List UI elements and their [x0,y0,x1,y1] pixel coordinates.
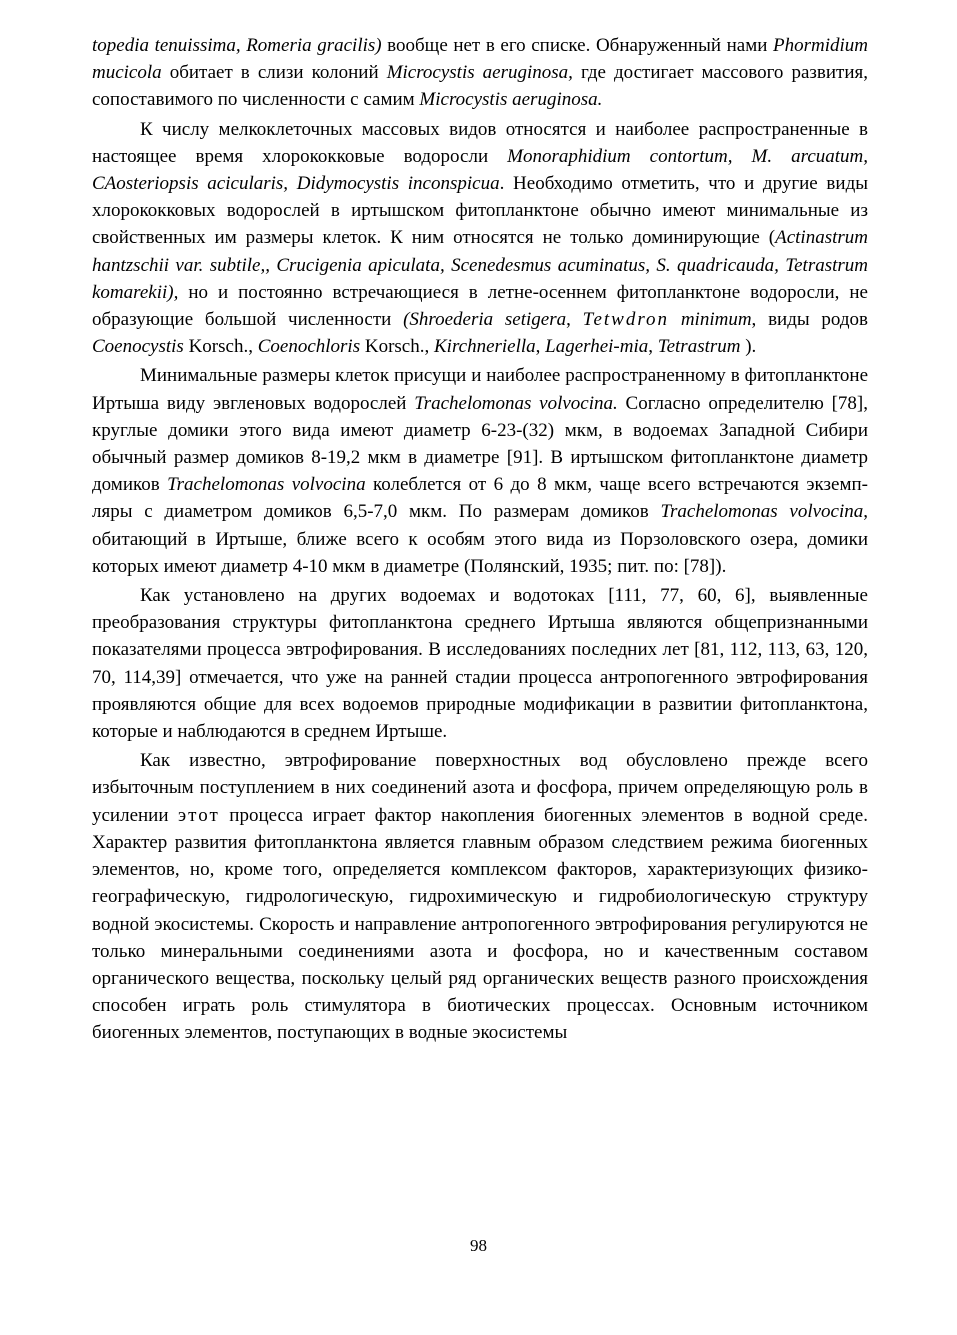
text-span: , обитающий в Иртыше, ближе всего к особям этого вида из Порзоловского озера, домики которых имеют диаметр 4-10 мкм в диаметре (Полянский, 1935; пит. по: [78]). [92,501,869,577]
paragraph-2 [92,116,868,361]
paragraph-3 [92,362,868,580]
text-span: ). [740,336,757,358]
text-span: вообще нет в его списке. Обнаруженный нами [381,35,773,56]
text-span: К числу мелкоклеточных массовых видов относятся и наиболее распространенные в настоящее время хлорококковые водоросли [92,118,868,167]
italic-text-span: Coenochloris [257,336,361,358]
text-span: обитает в слизи колоний [161,62,387,84]
text-span: Как известно, эвтрофирование поверхностных вод обусловлено прежде всего избыточным поступлением в них соединений азота и фосфора, причем определяющую роль в усилении [92,750,868,826]
italic-text-span: Microcystis aeruginosa, [386,62,573,84]
italic-text-span: Kirchneriella [434,336,536,358]
italic-text-span: Lagerhei-mia [545,336,649,358]
text-span: Korsch., [360,336,434,358]
italic-text-span: Microcystis aeruginosa. [419,89,603,111]
text-span: . Необходимо отметить, что и другие виды хлорококковых водорослей в иртышском фитопланктоне обычно имеют минимальные из свойственных им размеры клеток. К ним относятся не только доминирующие ( [92,173,868,249]
text-span: , [566,309,583,331]
text-span: Korsch., [183,336,258,358]
paragraph-1 [92,32,868,114]
text-span: колеблется от 6 до 8 мкм, чаще всего встречаются экземп-ляры с диаметром домиков 6,5-7,0 мкм. По размерам домиков [92,474,868,523]
italic-text-span: minimum [680,309,752,331]
italic-text-span: Tetwdron [582,309,670,331]
text-span: , [648,336,658,358]
italic-text-span: Tetrastrum [657,336,741,358]
text-span: этот [178,804,220,826]
text-span: но и постоянно встречающиеся в летне-осеннем фитопланктоне водоросли, не образующие большой численности [92,281,868,331]
italic-text-span: Actinastrum hantzschii var. subtile,, Crucigenia apiculata, Scenedesmus acuminatus, S. quadricauda, Tetrastrum komarekii), [92,227,868,303]
italic-text-span: Trachelomonas volvocina. [414,392,618,414]
text-span: где достигает массового развития, сопоставимого по численности с самим [92,62,868,111]
italic-text-span: Trachelomonas volvocina [167,474,366,496]
italic-text-span: topedia tenuissima, Romeria gracilis) [92,35,382,56]
paragraph-4 [92,582,868,745]
text-span [669,309,681,330]
italic-text-span: (Shroederia setigera [403,309,567,331]
text-span: Согласно определителю [78], круглые домики этого вида имеют диаметр 6-23-(32) мкм, в водоемах Западной Сибири обычный размер домиков 8-19,2 мкм в диаметре [91]. В иртышском фитопланктоне диаметр домиков [92,392,869,496]
page-number: 98 [470,1236,487,1255]
paragraph-5 [92,747,868,1046]
text-span: процесса играет фактор накопления биогенных элементов в водной среде. Характер развития фитопланктона является главным образом следствием режима биогенных элементов, но, кроме того, определяется комплексом факторов, характеризующих физико-географическую, гидрологическую, гидрохимическую и гидробиологическую структуру водной экосистемы. Скорость и направление антропогенного эвтрофирования регулируются не только минеральными соединениями азота и фосфора, но и качественным составом органического вещества, поскольку целый ряд органических веществ разного происхождения способен играть роль стимулятора в биотических процессах. Основным источником биогенных элементов, поступающих в водные экосистемы [92,804,868,1044]
italic-text-span: Trachelomonas volvocina [660,501,864,523]
text-span: , виды родов [751,309,868,331]
text-span: , [535,336,546,358]
italic-text-span: Monoraphidium contortum, M. arcuatum, CAosteriopsis acicularis, Didymocystis inconspicua [92,145,868,195]
italic-text-span: Phormidium mucicola [92,35,868,84]
document-page [92,32,868,1047]
text-span: Как установлено на других водоемах и водотоках [111, 77, 60, 6], выявленные преобразования структуры фитопланктона среднего Иртыша являются общепризнанными показателями процесса эвтрофирования. В исследованиях последних лет [81, 112, 113, 63, 120, 70, 114,39] отмечается, что уже на ранней стадии процесса антропогенного эвтрофирования проявляются общие для всех водоемов природные модификации в развитии фитопланктона, которые и наблюдаются в среднем Иртыше. [92,585,868,743]
text-span: Минимальные размеры клеток присущи и наиболее распространенному в фитопланктоне Иртыша виду эвгленовых водорослей [92,365,868,414]
italic-text-span: Coenocystis [92,336,184,358]
